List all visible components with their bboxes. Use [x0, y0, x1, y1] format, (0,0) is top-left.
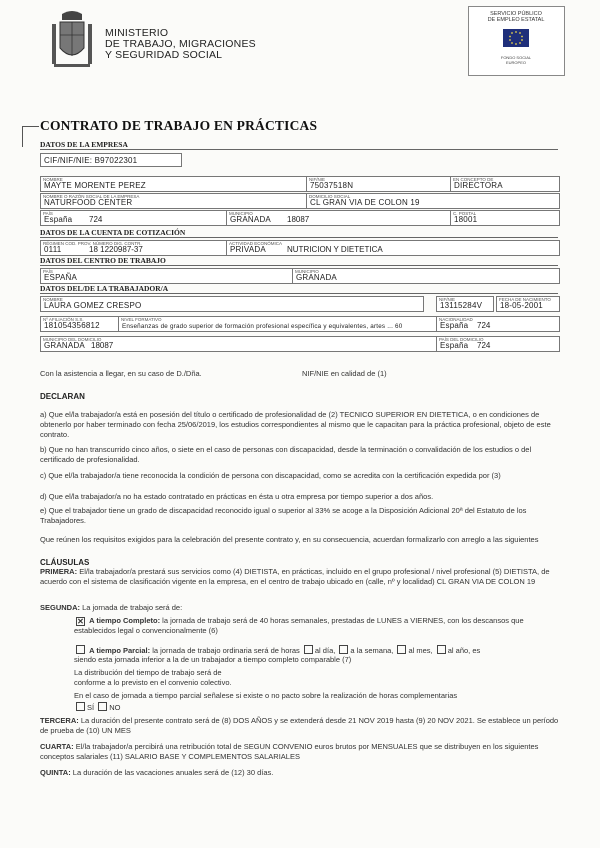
- field-label: ACTIVIDAD ECONÓMICA: [229, 241, 283, 246]
- field-value: 75037518N: [310, 181, 354, 190]
- declaration-c: c) Que el/la trabajador/a tiene reconocida la condición de persona con discapacidad, como se acredita con la certificación expedida por (3): [40, 471, 501, 480]
- option-text: NO: [109, 703, 121, 712]
- field-label: NOMBRE: [43, 177, 63, 182]
- coat-of-arms: [50, 10, 94, 72]
- field-label: NIVEL FORMATIVO: [121, 317, 162, 322]
- field-value: NATURFOOD CENTER: [44, 198, 133, 207]
- clausula-quinta: [40, 768, 560, 778]
- field-value: 0111: [44, 245, 62, 254]
- field-value: GRANADA: [44, 341, 85, 350]
- clause-label: CUARTA:: [40, 742, 74, 751]
- field-value: CL GRAN VIA DE COLON 19: [310, 198, 420, 207]
- eu-caption: FONDO SOCIAL EUROPEO: [500, 55, 532, 65]
- field-label: EN CONCEPTO DE: [453, 177, 494, 182]
- checkbox-si[interactable]: [76, 702, 85, 711]
- declaration-d: d) Que el/la trabajador/a no ha estado contratado en prácticas en ésta u otra empresa por tiempo superior a dos años.: [40, 492, 434, 501]
- field-label: DOMICILIO SOCIAL: [309, 194, 351, 199]
- field-label: MUNICIPIO DEL DOMICILIO: [43, 337, 102, 342]
- trabajador-nivel-field: [118, 316, 438, 332]
- nif-calidad-text: NIF/NIE en calidad de (1): [302, 369, 387, 378]
- field-label: MUNICIPIO: [295, 269, 319, 274]
- sepe-title: [473, 11, 559, 23]
- field-value: NUTRICION Y DIETETICA: [287, 245, 383, 254]
- parcial-convenio: conforme a lo previsto en el convenio colectivo.: [74, 678, 232, 687]
- field-value: ESPAÑA: [44, 273, 78, 282]
- field-value: España: [440, 321, 469, 330]
- empresa-nombre-field: [40, 176, 308, 192]
- empresa-municipio-field: [226, 210, 452, 226]
- field-value: GRANADA: [296, 273, 337, 282]
- declaran-heading: DECLARAN: [40, 392, 85, 401]
- clausulas-heading: CLÁUSULAS: [40, 558, 90, 567]
- field-code: 724: [477, 321, 491, 330]
- field-value: España: [44, 215, 73, 224]
- field-label: PAÍS DEL DOMICILIO: [439, 337, 484, 342]
- trabajador-nombre-field: [40, 296, 424, 312]
- empresa-nif-field: [306, 176, 452, 192]
- cotizacion-actividad-field: [226, 240, 560, 256]
- field-value: 18 1220987-37: [89, 245, 143, 254]
- document-title: CONTRATO DE TRABAJO EN PRÁCTICAS: [40, 118, 318, 133]
- ministry-line: DE TRABAJO, MIGRACIONES: [105, 38, 256, 50]
- empresa-cargo-field: [450, 176, 560, 192]
- clausula-cuarta: [40, 742, 560, 762]
- field-value: PRIVADA: [230, 245, 266, 254]
- trabajador-fnac-field: [496, 296, 560, 312]
- field-label: NOMBRE O RAZÓN SOCIAL DE LA EMPRESA: [43, 194, 140, 199]
- divider: [40, 149, 558, 150]
- field-label: PAÍS: [43, 211, 53, 216]
- field-label: PAÍS: [43, 269, 53, 274]
- field-label: FECHA DE NACIMIENTO: [499, 297, 551, 302]
- clause-text: El/la trabajador/a percibirá una retribución total de SEGUN CONVENIO euros brutos por MENSUALES que se distribuyen en los siguientes conceptos salariales (11) SALARIO BASE Y COMPLEMENTOS SALARIALES: [40, 742, 539, 761]
- trabajador-naf-field: [40, 316, 120, 332]
- option-label: A tiempo Completo:: [89, 616, 161, 625]
- field-code: 724: [477, 341, 491, 350]
- checkbox-dia[interactable]: [304, 645, 313, 654]
- cotizacion-ccc-field: [40, 240, 228, 256]
- checkbox-no[interactable]: [98, 702, 107, 711]
- field-label: NIF/NIE: [439, 297, 456, 302]
- corner-mark: [22, 126, 39, 147]
- field-label: MUNICIPIO: [229, 211, 253, 216]
- centro-municipio-field: [292, 268, 560, 284]
- checkbox-tiempo-completo[interactable]: ✕: [77, 617, 84, 626]
- field-value: GRANADA: [230, 215, 271, 224]
- divider: [40, 293, 558, 294]
- parcial-comparable: siendo esta jornada inferior a la de un trabajador a tiempo completo comparable (7): [74, 655, 352, 664]
- cif-field: [40, 153, 182, 167]
- clause-label: PRIMERA:: [40, 567, 78, 576]
- field-value: 13115284V: [440, 301, 483, 310]
- option-text: la jornada de trabajo ordinaria será de horas: [152, 646, 300, 655]
- field-label: NOMBRE: [43, 297, 63, 302]
- option-text: al día,: [314, 646, 336, 655]
- clause-text: La duración de las vacaciones anuales será de (12) 30 días.: [72, 768, 274, 777]
- empresa-razon-field: [40, 193, 308, 209]
- empresa-domicilio-field: [306, 193, 560, 209]
- empresa-cp-field: [450, 210, 560, 226]
- horas-complementarias-options: [74, 702, 274, 713]
- declaration-e: e) Que el trabajador tiene un grado de discapacidad reconocido igual o superior al 33% se acoge a la Disposición Adicional 20ª del Estatuto de los Trabajadores.: [40, 506, 527, 525]
- checkbox-mes[interactable]: [397, 645, 406, 654]
- checkbox-semana[interactable]: [339, 645, 348, 654]
- clause-label: QUINTA:: [40, 768, 71, 777]
- field-code: 18087: [91, 341, 114, 350]
- centro-pais-field: [40, 268, 294, 284]
- checkbox-tiempo-parcial[interactable]: [76, 645, 85, 654]
- field-label: NIF/NIE: [309, 177, 326, 182]
- option-text: la jornada de trabajo será de 40 horas semanales, prestadas de LUNES a VIERNES, con los descansos que establecidos legal o convencionalmente (6): [74, 616, 524, 635]
- field-value: España: [440, 341, 469, 350]
- clausula-tercera: [40, 716, 560, 736]
- field-label: C. POSTAL: [453, 211, 477, 216]
- cif-value: CIF/NIF/NIE: B97022301: [44, 156, 138, 165]
- section-centro: DATOS DEL CENTRO DE TRABAJO: [40, 256, 166, 265]
- field-value: MAYTE MORENTE PEREZ: [44, 181, 146, 190]
- trabajador-municipio-field: [40, 336, 438, 352]
- parcial-horas-complementarias: En el caso de jornada a tiempo parcial señalese si existe o no pacto sobre la realización de horas complementarias: [74, 691, 458, 700]
- ministry-line: Y SEGURIDAD SOCIAL: [105, 49, 223, 61]
- trabajador-paisdom-field: [436, 336, 560, 352]
- parcial-distribucion: La distribución del tiempo de trabajo será de: [74, 668, 222, 677]
- clause-label: SEGUNDA:: [40, 603, 81, 612]
- field-value: Enseñanzas de grado superior de formación profesional específica y equivalentes, artes ... 60: [122, 323, 403, 330]
- jornada-completa: [74, 616, 560, 636]
- clause-text: El/la trabajador/a prestará sus servicios como (4) DIETISTA, en prácticas, incluido en el grupo profesional / nivel profesional (5) DIETISTA, de acuerdo con el sistema de clasificación vigente en la empresa, en el centro de trabajo ubicado en (calle, nº y localidad) CL GRAN VIA DE COLON 19: [40, 567, 550, 586]
- option-text: SÍ: [87, 703, 95, 712]
- field-value: 181054356812: [44, 321, 100, 330]
- sepe-line: SERVICIO PÚBLICO: [490, 11, 542, 17]
- field-label: RÉGIMEN COD. PROV. NÚMERO DIG. CONTR.: [43, 241, 142, 246]
- option-text: al mes,: [408, 646, 433, 655]
- field-label: NACIONALIDAD: [439, 317, 473, 322]
- option-text: a la semana,: [350, 646, 394, 655]
- field-code: 724: [89, 215, 103, 224]
- trabajador-nac-field: [436, 316, 560, 332]
- clausula-primera: [40, 567, 560, 587]
- clause-text: La duración del presente contrato será de (8) DOS AÑOS y se extenderá desde 21 NOV 2019 hasta (9) 20 NOV 2021. Se establece un período de prueba de (10) UN MES: [40, 716, 559, 735]
- asistencia-line: [40, 369, 560, 379]
- field-value: DIRECTORA: [454, 181, 503, 190]
- trabajador-nif-field: [436, 296, 494, 312]
- divider: [40, 265, 558, 266]
- field-value: 18-05-2001: [500, 301, 543, 310]
- sepe-logo-box: [468, 6, 565, 76]
- clause-text: La jornada de trabajo será de:: [82, 603, 183, 612]
- field-value: LAURA GOMEZ CRESPO: [44, 301, 142, 310]
- section-cotizacion: DATOS DE LA CUENTA DE COTIZACIÓN: [40, 228, 186, 237]
- field-value: 18001: [454, 215, 478, 224]
- reunen-text: Que reúnen los requisitos exigidos para la celebración del presente contrato y, en su consecuencia, acuerdan formalizarlo con arreglo a las siguientes: [40, 535, 539, 544]
- ministry-line: MINISTERIO: [105, 27, 169, 39]
- declaration-b: b) Que no han transcurrido cinco años, o siete en el caso de personas con discapacidad, desde la terminación o convalidación de los estudios o del certificado de profesionalidad.: [40, 445, 532, 464]
- declaration-a: a) Que el/la trabajador/a está en posesión del título o certificado de profesionalidad de (2) TECNICO SUPERIOR EN DIETETICA, o en condiciones de obtenerlo por haber terminado con fecha 25/06/2019, los estudios correspondientes al mismo que le capacitan para la práctica profesional, objeto de este contrato.: [40, 410, 551, 439]
- field-label: Nº AFILIACIÓN S.S.: [43, 317, 84, 322]
- clausula-segunda: [40, 603, 560, 613]
- section-empresa: DATOS DE LA EMPRESA: [40, 140, 128, 149]
- option-label: A tiempo Parcial:: [89, 646, 151, 655]
- field-code: 18087: [287, 215, 310, 224]
- ministry-name: [105, 28, 256, 61]
- sepe-line: DE EMPLEO ESTATAL: [487, 17, 545, 23]
- eu-flag-icon: [503, 29, 529, 47]
- empresa-pais-field: [40, 210, 228, 226]
- section-trabajador: DATOS DEL/DE LA TRABAJADOR/A: [40, 284, 169, 293]
- divider: [40, 237, 558, 238]
- clause-label: TERCERA:: [40, 716, 79, 725]
- checkbox-ano[interactable]: [437, 645, 446, 654]
- option-text: al año, es: [447, 646, 481, 655]
- asistencia-text: Con la asistencia a llegar, en su caso de D./Dña.: [40, 369, 202, 378]
